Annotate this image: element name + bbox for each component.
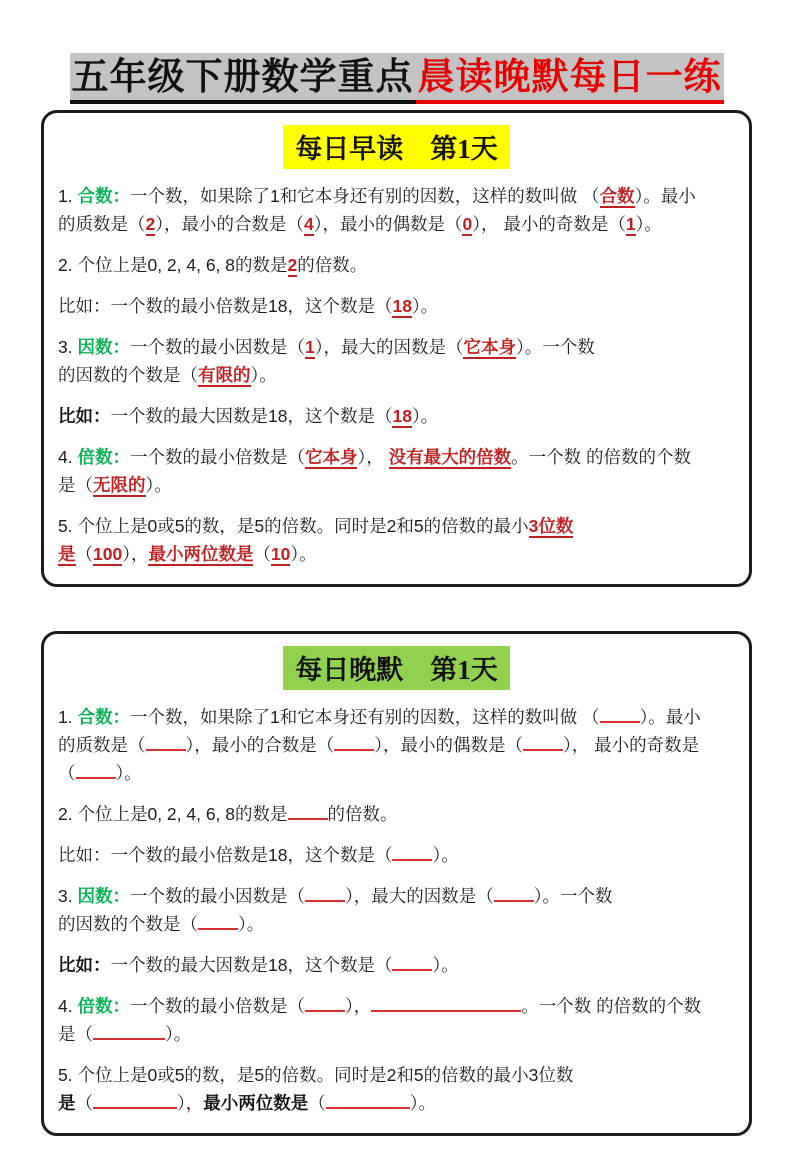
body-text: （ bbox=[75, 544, 93, 564]
paragraph bbox=[58, 402, 735, 430]
blank-field bbox=[334, 732, 374, 751]
paragraph bbox=[58, 841, 735, 869]
answer-text: 0 bbox=[462, 214, 473, 234]
body-text: ）。 bbox=[165, 1024, 192, 1044]
body-text: ），最小的偶数是（ bbox=[374, 735, 523, 755]
body-text: ），最小的合数是（ bbox=[155, 214, 304, 234]
body-text: ）。 bbox=[115, 763, 142, 783]
body-text: 是（ bbox=[58, 475, 93, 495]
paragraph bbox=[58, 443, 735, 499]
body-text: 一个数的最小倍数是（ bbox=[129, 447, 305, 467]
evening-recite-card-header bbox=[56, 646, 737, 690]
body-text: ）。一个数 bbox=[515, 337, 595, 357]
paragraph bbox=[58, 882, 735, 938]
body-text: ），最大的因数是（ bbox=[344, 886, 494, 906]
body-text: 比如：一个数的最小倍数是18，这个数是（ bbox=[58, 296, 393, 316]
body-text: ）， bbox=[177, 1093, 204, 1113]
body-text: 一个数的最小因数是（ bbox=[129, 337, 305, 357]
body-text: 比如：一个数的最小倍数是18，这个数是（ bbox=[58, 845, 393, 865]
paragraph bbox=[58, 800, 735, 828]
morning-read-header-badge: 每日早读 第1天 bbox=[283, 125, 510, 169]
body-text: ）。最小 bbox=[634, 186, 696, 206]
body-text: ）。 bbox=[250, 365, 277, 385]
blank-field bbox=[146, 732, 186, 751]
blank-field bbox=[523, 732, 563, 751]
body-text: 一个数，如果除了1和它本身还有别的因数，这样的数叫做 （ bbox=[129, 707, 600, 727]
answer-text: 它本身 bbox=[463, 337, 516, 357]
body-text: ）， 最小的奇数是 bbox=[563, 735, 700, 755]
keyword-label: 因数： bbox=[77, 886, 130, 906]
body-text: ）， bbox=[344, 996, 372, 1016]
morning-read-card bbox=[41, 110, 752, 587]
page-title bbox=[0, 46, 793, 100]
answer-text: 没有最大的倍数 bbox=[388, 447, 512, 467]
answer-text: 2 bbox=[145, 214, 156, 234]
body-text: ）。一个数 bbox=[533, 886, 613, 906]
body-text: 3. bbox=[58, 886, 78, 906]
blank-field bbox=[288, 801, 328, 820]
body-text: 4. bbox=[58, 996, 78, 1016]
body-text: ）。 bbox=[432, 955, 459, 975]
answer-text: 是 bbox=[58, 544, 76, 564]
body-text: 3. bbox=[58, 337, 78, 357]
morning-read-card-header bbox=[56, 125, 737, 169]
body-text: ）。 bbox=[411, 406, 439, 426]
answer-text: 18 bbox=[392, 406, 412, 426]
blank-field bbox=[371, 993, 521, 1012]
paragraph bbox=[58, 333, 735, 389]
evening-recite-card-body bbox=[56, 703, 737, 1117]
body-text: 的倍数。 bbox=[297, 255, 368, 275]
answer-text: 有限的 bbox=[198, 365, 251, 385]
answer-text: 18 bbox=[392, 296, 412, 316]
body-text: ）， 最小的奇数是（ bbox=[472, 214, 626, 234]
body-text: 5. 个位上是0或5的数，是5的倍数。同时是2和5的倍数的最小3位数 bbox=[58, 1065, 574, 1085]
body-text: （ bbox=[253, 544, 271, 564]
body-text: ）， bbox=[357, 447, 389, 467]
blank-field bbox=[305, 883, 345, 902]
body-text: ）。 bbox=[409, 1093, 436, 1113]
paragraph bbox=[58, 1061, 735, 1117]
blank-field bbox=[494, 883, 534, 902]
body-text: 的质数是（ bbox=[58, 214, 146, 234]
answer-text: 无限的 bbox=[93, 475, 146, 495]
paragraph bbox=[58, 292, 735, 320]
body-text: ）。 bbox=[238, 914, 265, 934]
blank-field bbox=[326, 1090, 410, 1109]
body-text: 一个数的最大因数是18，这个数是（ bbox=[110, 955, 393, 975]
paragraph bbox=[58, 992, 735, 1048]
body-text: （ bbox=[75, 1093, 93, 1113]
body-text: ），最小的合数是（ bbox=[185, 735, 335, 755]
body-text: （ bbox=[308, 1093, 326, 1113]
body-text: （ bbox=[58, 763, 76, 783]
evening-recite-header-badge: 每日晚默 第1天 bbox=[283, 646, 510, 690]
morning-read-card-body bbox=[56, 182, 737, 568]
evening-recite-card bbox=[41, 631, 752, 1136]
body-text: 的因数的个数是（ bbox=[58, 365, 198, 385]
body-text: 一个数的最大因数是18，这个数是（ bbox=[110, 406, 393, 426]
paragraph bbox=[58, 182, 735, 238]
body-text: 2. 个位上是0, 2, 4, 6, 8的数是 bbox=[58, 255, 288, 275]
body-text: 1. bbox=[58, 186, 78, 206]
page-title-black-segment: 五年级下册数学重点 bbox=[70, 53, 416, 104]
answer-text: 10 bbox=[270, 544, 291, 564]
body-text: ），最大的因数是（ bbox=[314, 337, 464, 357]
paragraph bbox=[58, 703, 735, 787]
body-text: 一个数，如果除了1和它本身还有别的因数，这样的数叫做 （ bbox=[129, 186, 600, 206]
keyword-label: 合数： bbox=[77, 707, 130, 727]
answer-text: 它本身 bbox=[304, 447, 358, 467]
blank-field bbox=[600, 704, 640, 723]
body-text: 的质数是（ bbox=[58, 735, 146, 755]
body-text: 一个数的最小倍数是（ bbox=[129, 996, 305, 1016]
body-text: ）。 bbox=[432, 845, 459, 865]
body-text: ）。 bbox=[635, 214, 662, 234]
answer-text: 3位数 bbox=[528, 516, 574, 536]
answer-text: 100 bbox=[93, 544, 123, 564]
body-text: ）。 bbox=[411, 296, 439, 316]
answer-text: 2 bbox=[287, 255, 298, 275]
paragraph bbox=[58, 251, 735, 279]
paragraph bbox=[58, 512, 735, 568]
blank-field bbox=[305, 993, 345, 1012]
keyword-label: 因数： bbox=[77, 337, 130, 357]
blank-field bbox=[93, 1021, 165, 1040]
blank-field bbox=[392, 842, 432, 861]
body-text: 。一个数 的倍数的个数 bbox=[521, 996, 702, 1016]
body-text: ）。 bbox=[290, 544, 317, 564]
body-text: 5. 个位上是0或5的数，是5的倍数。同时是2和5的倍数的最小 bbox=[58, 516, 529, 536]
body-text: 。一个数 的倍数的个数 bbox=[511, 447, 691, 467]
body-text: ），最小的偶数是（ bbox=[313, 214, 463, 234]
keyword-label: 倍数： bbox=[77, 447, 130, 467]
blank-field bbox=[392, 952, 432, 971]
bold-text: 是 bbox=[58, 1093, 76, 1113]
page-title-red-segment: 晨读晚默每日一练 bbox=[416, 53, 724, 104]
answer-text: 合数 bbox=[599, 186, 635, 206]
body-text: 的倍数。 bbox=[327, 804, 398, 824]
body-text: 2. 个位上是0, 2, 4, 6, 8的数是 bbox=[58, 804, 288, 824]
answer-text: 1 bbox=[625, 214, 636, 234]
body-text: ）， bbox=[122, 544, 149, 564]
body-text: ）。 bbox=[145, 475, 172, 495]
body-text: 4. bbox=[58, 447, 78, 467]
answer-text: 4 bbox=[303, 214, 314, 234]
body-text: ）。最小 bbox=[639, 707, 701, 727]
bold-text: 最小两位数是 bbox=[203, 1093, 309, 1113]
keyword-label: 倍数： bbox=[77, 996, 130, 1016]
bold-text: 比如： bbox=[58, 406, 111, 426]
paragraph bbox=[58, 951, 735, 979]
body-text: 是（ bbox=[58, 1024, 93, 1044]
blank-field bbox=[93, 1090, 177, 1109]
answer-text: 最小两位数是 bbox=[148, 544, 254, 564]
body-text: 一个数的最小因数是（ bbox=[129, 886, 305, 906]
blank-field bbox=[198, 911, 238, 930]
bold-text: 比如： bbox=[58, 955, 111, 975]
blank-field bbox=[76, 760, 116, 779]
body-text: 1. bbox=[58, 707, 78, 727]
body-text: 的因数的个数是（ bbox=[58, 914, 198, 934]
answer-text: 1 bbox=[304, 337, 315, 357]
keyword-label: 合数： bbox=[77, 186, 130, 206]
